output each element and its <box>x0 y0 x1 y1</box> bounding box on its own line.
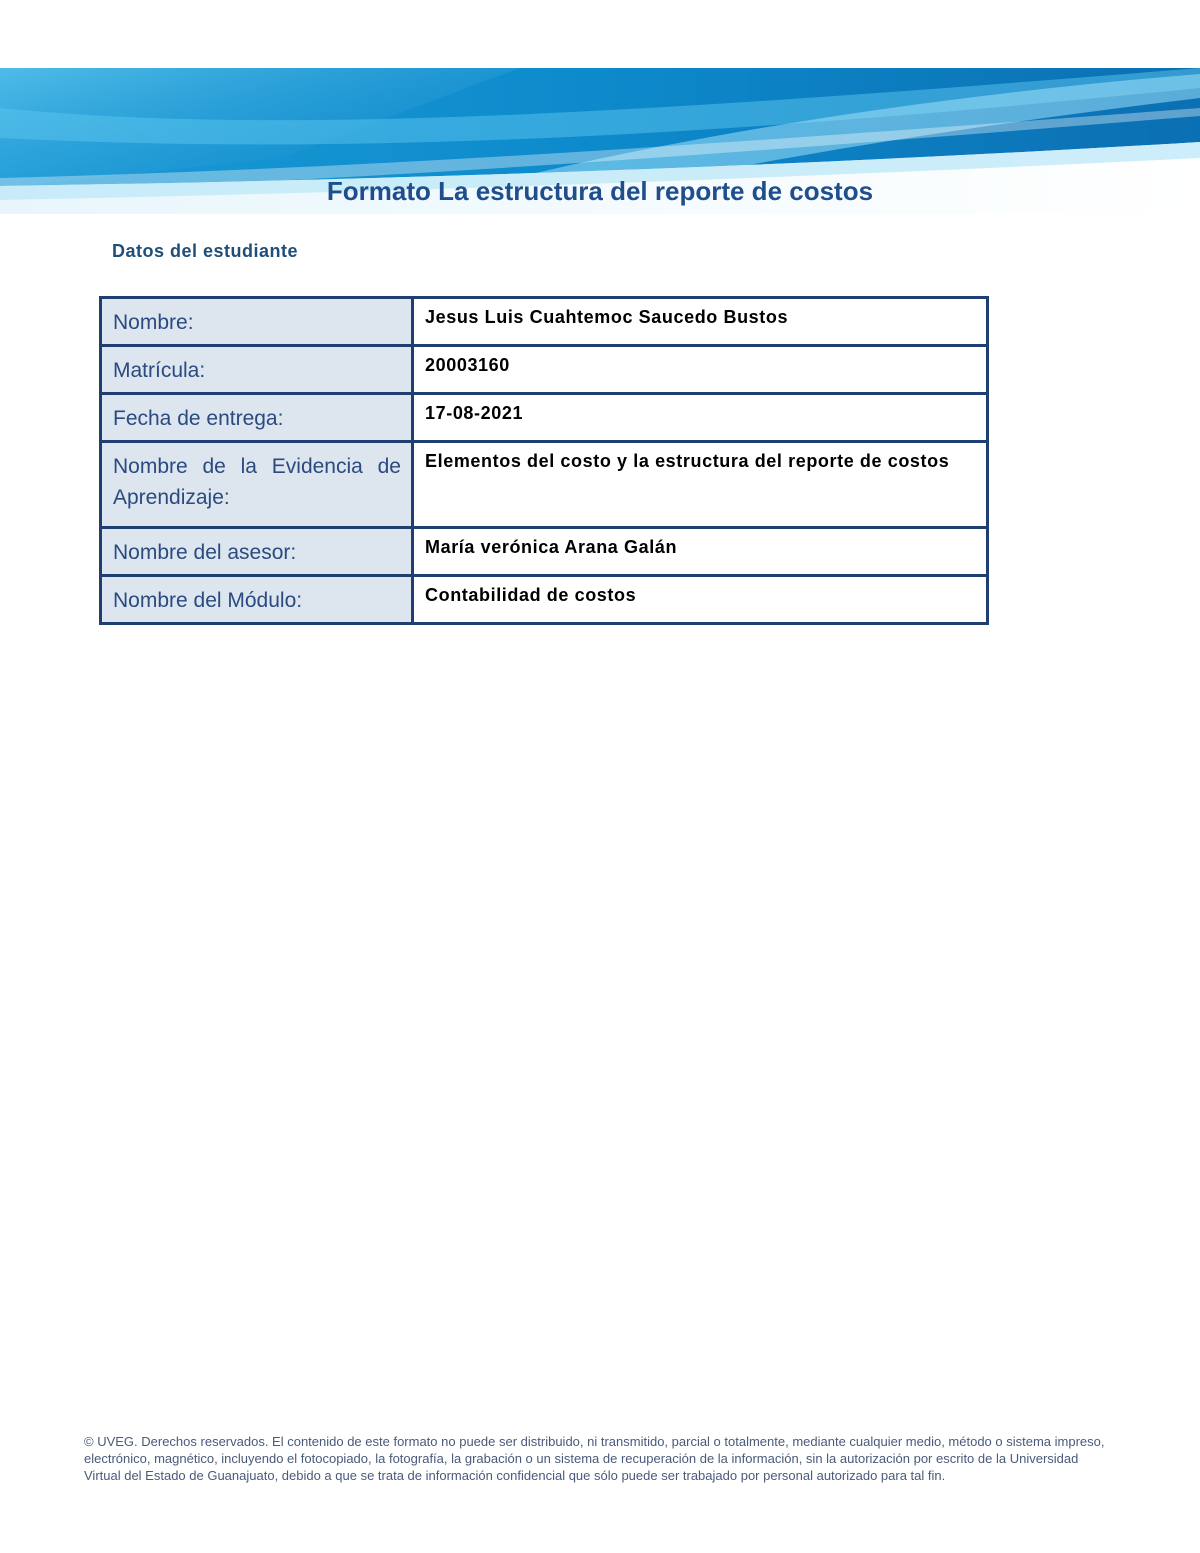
table-row <box>101 442 988 528</box>
section-heading: Datos del estudiante <box>112 241 299 261</box>
row-label-fecha: Fecha de entrega: <box>101 394 413 442</box>
table-row <box>101 576 988 624</box>
row-value-asesor: María verónica Arana Galán <box>413 528 988 576</box>
table-row <box>101 528 988 576</box>
copyright-footer: © UVEG. Derechos reservados. El contenido de este formato no puede ser distribuido, ni transmitido, parcial o totalmente, mediante cualquier medio, método o sistema impreso, electrónico, magnético, incluyendo el fotocopiado, la fotografía, la grabación o un sistema de recuperación de la información, sin la autorización por escrito de la Universidad Virtual del Estado de Guanajuato, debido a que se trata de información confidencial que sólo puede ser trabajado por personal autorizado para tal fin. <box>84 1434 1105 1483</box>
row-value-evidencia: Elementos del costo y la estructura del reporte de costos <box>413 442 988 528</box>
page-title: Formato La estructura del reporte de costos <box>326 176 874 206</box>
row-value-nombre: Jesus Luis Cuahtemoc Saucedo Bustos <box>413 298 988 346</box>
row-value-matricula: 20003160 <box>413 346 988 394</box>
row-value-modulo: Contabilidad de costos <box>413 576 988 624</box>
table-row <box>101 346 988 394</box>
row-value-fecha: 17-08-2021 <box>413 394 988 442</box>
row-label-modulo: Nombre del Módulo: <box>101 576 413 624</box>
row-label-evidencia: Nombre de la Evidencia de Aprendizaje: <box>101 442 413 528</box>
row-label-matricula: Matrícula: <box>101 346 413 394</box>
student-data-table <box>99 296 989 625</box>
table-row <box>101 394 988 442</box>
row-label-asesor: Nombre del asesor: <box>101 528 413 576</box>
row-label-nombre: Nombre: <box>101 298 413 346</box>
table-row <box>101 298 988 346</box>
